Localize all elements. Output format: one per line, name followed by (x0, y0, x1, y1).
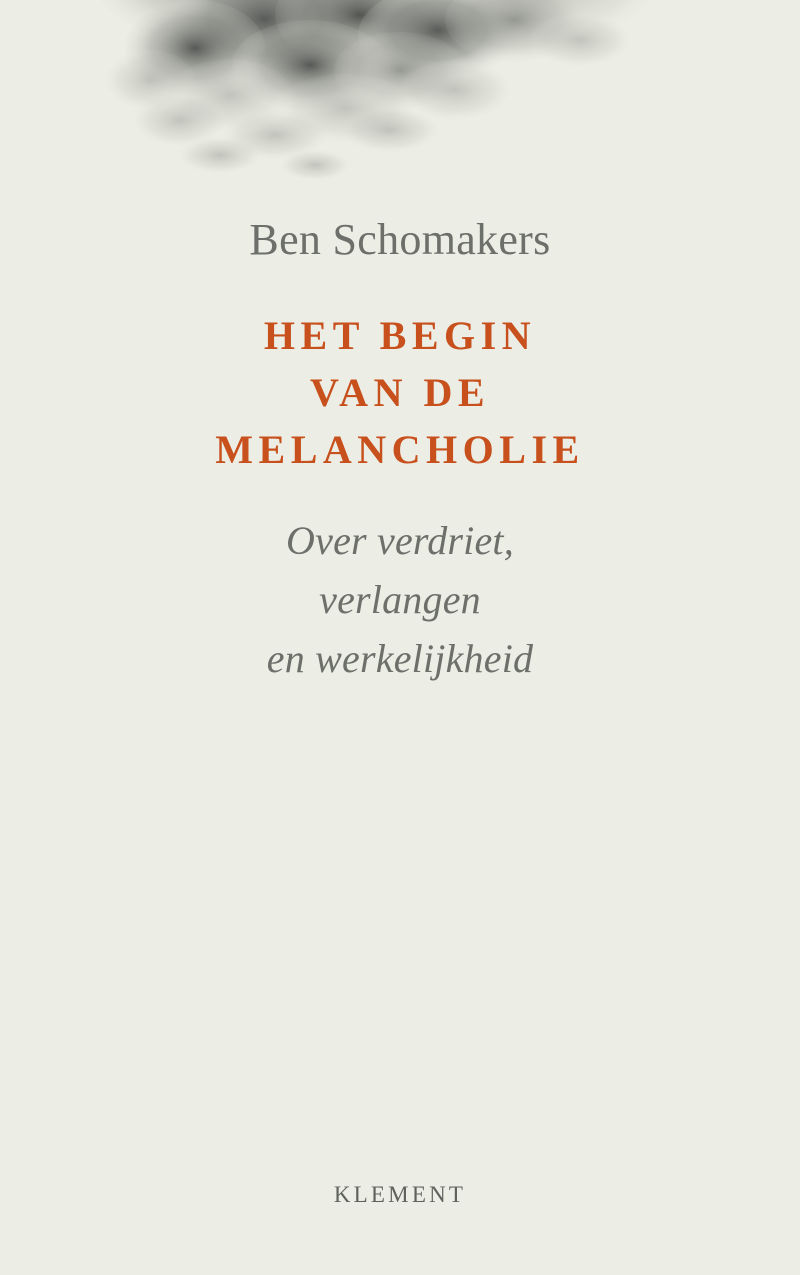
subtitle-line-1: Over verdriet, (286, 517, 514, 563)
title-line-1: HET BEGIN (263, 313, 537, 359)
subtitle-line-3: en werkelijkheid (266, 636, 534, 682)
cover-text-block (0, 215, 800, 688)
title-line-2: VAN DE (309, 370, 491, 416)
subtitle-line-2: verlangen (319, 576, 481, 622)
publisher-logo-text: KLEMENT (333, 1182, 467, 1207)
book-title (0, 308, 800, 478)
title-line-3: MELANCHOLIE (215, 426, 585, 472)
author-name: Ben Schomakers (249, 215, 551, 264)
book-subtitle (0, 511, 800, 689)
